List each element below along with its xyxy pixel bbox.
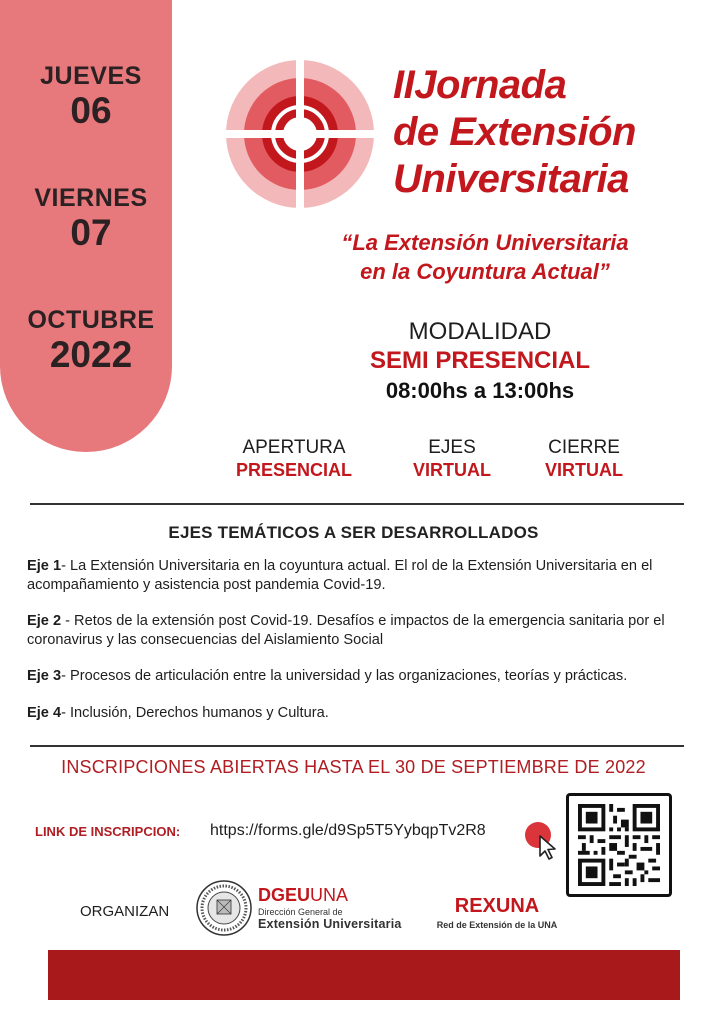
dgeu-subtitle: Dirección General de [258, 907, 343, 917]
phase-ejes: EJES VIRTUAL [413, 437, 491, 480]
event-title-line2: de Extensión [393, 110, 636, 154]
rexuna-subtitle: Red de Extensión de la UNA [436, 920, 558, 930]
event-subtitle: “La Extensión Universitaria en la Coyuntura Actual” [341, 230, 629, 284]
day2-name: VIERNES [34, 184, 148, 212]
divider [30, 745, 684, 747]
year-number: 2022 [49, 334, 133, 375]
event-title-roman: II [393, 63, 415, 107]
date-month-year [0, 306, 182, 375]
eje-item: Eje 3- Procesos de articulación entre la universidad y las organizaciones, teorías y prácticas. [27, 668, 628, 684]
divider [30, 503, 684, 505]
eje-item: Eje 2 - Retos de la extensión post Covid-19. Desafíos e impactos de la emergencia sanitaria por el coronavirus y las consecuencias del Aislamiento Social [27, 613, 665, 648]
schedule-hours: 08:00hs a 13:00hs [385, 378, 575, 403]
rexuna-name: REXUNA [454, 895, 540, 917]
day2-number: 07 [70, 212, 112, 253]
registration-link-label: LINK DE INSCRIPCION: [35, 824, 181, 839]
modalidad-value: SEMI PRESENCIAL [369, 347, 591, 374]
dgeu-subtitle-bold: Extensión Universitaria [258, 917, 402, 931]
qr-code[interactable] [566, 793, 672, 897]
organizers-label: ORGANIZAN [80, 903, 170, 920]
eje-item: Eje 4- Inclusión, Derechos humanos y Cultura. [27, 705, 329, 721]
cursor-click-icon [522, 820, 564, 860]
event-title-line1: IIJornada [393, 63, 567, 107]
registration-link[interactable]: https://forms.gle/d9Sp5T5YybqpTv2R8 [210, 822, 486, 839]
day1-name: JUEVES [40, 62, 142, 90]
day1-number: 06 [70, 90, 112, 131]
date-day1 [0, 62, 182, 131]
ejes-title: EJES TEMÁTICOS A SER DESARROLLADOS [168, 523, 539, 542]
dgeu-logo [258, 885, 402, 931]
phase-apertura: APERTURA PRESENCIAL [235, 437, 352, 480]
modalidad-label: MODALIDAD [408, 318, 552, 345]
university-seal-icon [196, 880, 252, 936]
registration-deadline: INSCRIPCIONES ABIERTAS HASTA EL 30 DE SEPTIEMBRE DE 2022 [61, 757, 646, 777]
event-title [393, 62, 636, 203]
event-logo-icon [224, 58, 376, 210]
qr-code-icon [577, 804, 661, 886]
eje-item: Eje 1- La Extensión Universitaria en la coyuntura actual. El rol de la Extensión Universitaria en el acompañamiento y asistencia post pandemia Covid-19. [27, 558, 653, 593]
rexuna-logo [422, 895, 572, 930]
footer-bar [48, 950, 680, 1000]
month-name: OCTUBRE [27, 306, 155, 334]
event-title-line3: Universitaria [393, 157, 629, 201]
dgeu-name: DGEUUNA [258, 885, 349, 905]
phase-cierre: CIERRE VIRTUAL [545, 437, 623, 480]
date-day2 [0, 184, 182, 253]
